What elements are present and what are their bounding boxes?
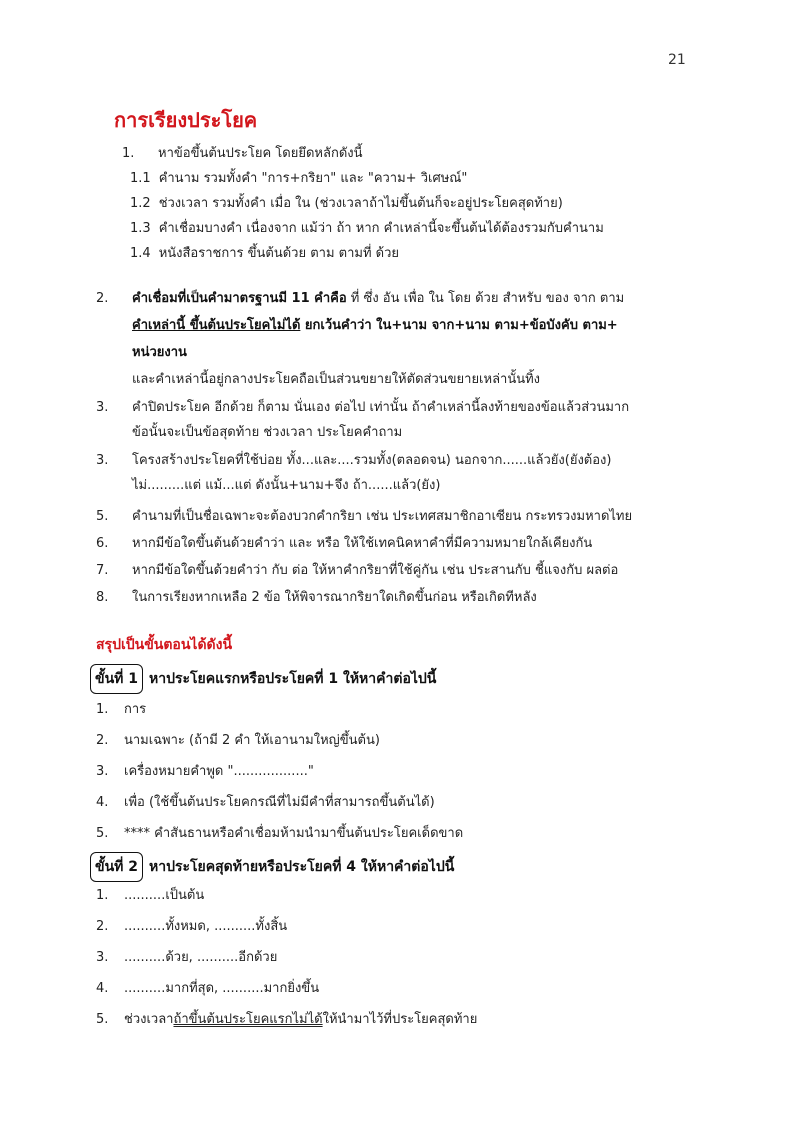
note-text: และคำเหล่านี้อยู่กลางประโยคถือเป็นส่วนขยายให้ตัดส่วนขยายเหล่านั้นทิ้ง [132,372,541,387]
list-item [96,762,314,782]
item-number: 1. [96,702,109,717]
list-item [122,144,363,164]
list-item [130,169,467,189]
item-number: 2. [96,291,109,306]
step-2-heading [90,852,454,882]
item-text: **** คำสันธานหรือคำเชื่อมห้ามนำมาขึ้นต้นประโยคเด็ดขาด [124,826,464,841]
summary-heading: สรุปเป็นขั้นตอนได้ดังนี้ [96,637,233,653]
item-text: ช่วงเวลา รวมทั้งคำ เมื่อ ใน (ช่วงเวลาถ้าไม่ขึ้นต้นก็จะอยู่ประโยคสุดท้าย) [158,196,563,211]
item-number: 2. [96,733,109,748]
item-number: 1.3 [130,221,151,236]
list-item [96,588,537,608]
list-item [96,451,611,471]
item-number: 5. [96,826,109,841]
list-item [96,398,629,418]
item-number: 1.1 [130,171,151,186]
item-text: ..........เป็นต้น [124,888,205,903]
list-item [130,219,604,239]
list-item [96,886,204,906]
item-text: คำนาม รวมทั้งคำ "การ+กริยา" และ "ความ+ วิเศษณ์" [158,171,468,186]
item-text: การ [124,702,147,717]
list-item [96,731,380,751]
item-number: 1. [96,888,109,903]
item-text: เพื่อ (ใช้ขึ้นต้นประโยคกรณีที่ไม่มีคำที่สามารถขึ้นต้นได้) [124,795,435,810]
list-item [96,507,632,527]
item-text-post: ให้นำมาไว้ที่ประโยคสุดท้าย [322,1012,478,1027]
item-number: 5. [96,1012,109,1027]
step-2-text: หาประโยคสุดท้ายหรือประโยคที่ 4 ให้หาคำต่อไปนี้ [148,859,455,875]
list-item [96,824,463,844]
item-number: 3. [96,764,109,779]
item-number: 1. [122,146,135,161]
step-1-heading [90,664,436,694]
list-item [96,979,319,999]
item-text: ในการเรียงหากเหลือ 2 ข้อ ให้พิจารณากริยาใดเกิดขึ้นก่อน หรือเกิดทีหลัง [132,590,537,605]
item-text: คำปิดประโยค อีกด้วย ก็ตาม นั่นเอง ต่อไป เท่านั้น ถ้าคำเหล่านี้ลงท้ายของข้อแล้วส่วนมาก [132,400,630,415]
item-text: ..........มากที่สุด, ..........มากยิ่งขึ้น [124,981,320,996]
list-item [130,244,399,264]
item-text: หาข้อขึ้นต้นประโยค โดยยึดหลักดังนี้ [158,146,363,161]
item-number: 3. [96,400,109,415]
list-item [96,534,592,554]
item-number: 4. [96,795,109,810]
list-item [96,289,624,309]
list-item-cont [132,316,618,336]
list-item [96,793,435,813]
item-text: คำเชื่อมบางคำ เนื่องจาก แม้ว่า ถ้า หาก คำเหล่านี้จะขึ้นต้นได้ต้องรวมกับคำนาม [158,221,604,236]
item-number: 1.2 [130,196,151,211]
word-list: ที่ ซึ่ง อัน เพื่อ ใน โดย ด้วย สำหรับ ของ จาก ตาม [346,291,625,306]
list-item [96,917,287,937]
item-text: หากมีข้อใดขึ้นต้นด้วยคำว่า และ หรือ ให้ใช้เทคนิคหาคำที่มีความหมายใกล้เคียงกัน [132,536,593,551]
step-2-label: ขั้นที่ 2 [90,852,143,882]
page-number: 21 [668,52,686,68]
item-number: 4. [96,981,109,996]
item-text: เครื่องหมายคำพูด ".................." [124,764,314,779]
item-number: 7. [96,563,109,578]
item-number: 2. [96,919,109,934]
item-number: 3. [96,453,109,468]
item-text: นามเฉพาะ (ถ้ามี 2 คำ ให้เอานามใหญ่ขึ้นต้น) [124,733,380,748]
list-item [96,1010,477,1030]
list-item-cont: ไม่.........แต่ แม้...แต่ ดังนั้น+นาม+จึง ถ้า......แล้ว(ยัง) [132,478,441,493]
list-item [130,194,563,214]
underlined-condition: ถ้าขึ้นต้นประโยคแรกไม่ได้ [173,1012,323,1027]
list-item [96,948,277,968]
step-1-text: หาประโยคแรกหรือประโยคที่ 1 ให้หาคำต่อไปนี้ [148,671,437,687]
item-text: ..........ด้วย, ..........อีกด้วย [124,950,278,965]
item-text: โครงสร้างประโยคที่ใช้บ่อย ทั้ง...และ....รวมทั้ง(ตลอดจน) นอกจาก......แล้วยัง(ยังต้อง) [132,453,612,468]
step-1-label: ขั้นที่ 1 [90,664,143,694]
item-text: คำนามที่เป็นชื่อเฉพาะจะต้องบวกคำกริยา เช่น ประเทศสมาชิกอาเซียน กระทรวงมหาดไทย [132,509,633,524]
item-text: หนังสือราชการ ขึ้นต้นด้วย ตาม ตามที่ ด้วย [158,246,400,261]
exception-cont: หน่วยงาน [132,345,187,360]
item-number: 5. [96,509,109,524]
exception-text: ยกเว้นคำว่า ใน+นาม จาก+นาม ตาม+ข้อบังคับ ตาม+ [300,318,618,333]
item-number: 3. [96,950,109,965]
list-item [96,700,146,720]
item-number: 1.4 [130,246,151,261]
list-item [96,561,618,581]
item-text: หากมีข้อใดขึ้นด้วยคำว่า กับ ต่อ ให้หาคำกริยาที่ใช้คู่กัน เช่น ประสานกับ ชี้แจงกับ ผลต่อ [132,563,619,578]
underlined-rule: คำเหล่านี้ ขึ้นต้นประโยคไม่ได้ [132,318,301,333]
page-title: การเรียงประโยค [114,108,258,132]
list-item-cont: ข้อนั้นจะเป็นข้อสุดท้าย ช่วงเวลา ประโยคคำถาม [132,425,403,440]
item-text: ..........ทั้งหมด, ..........ทั้งสิ้น [124,919,288,934]
item-number: 6. [96,536,109,551]
bold-lead: คำเชื่อมที่เป็นคำมาตรฐานมี 11 คำคือ [132,291,347,306]
item-number: 8. [96,590,109,605]
item-text: ช่วงเวลา [124,1012,174,1027]
